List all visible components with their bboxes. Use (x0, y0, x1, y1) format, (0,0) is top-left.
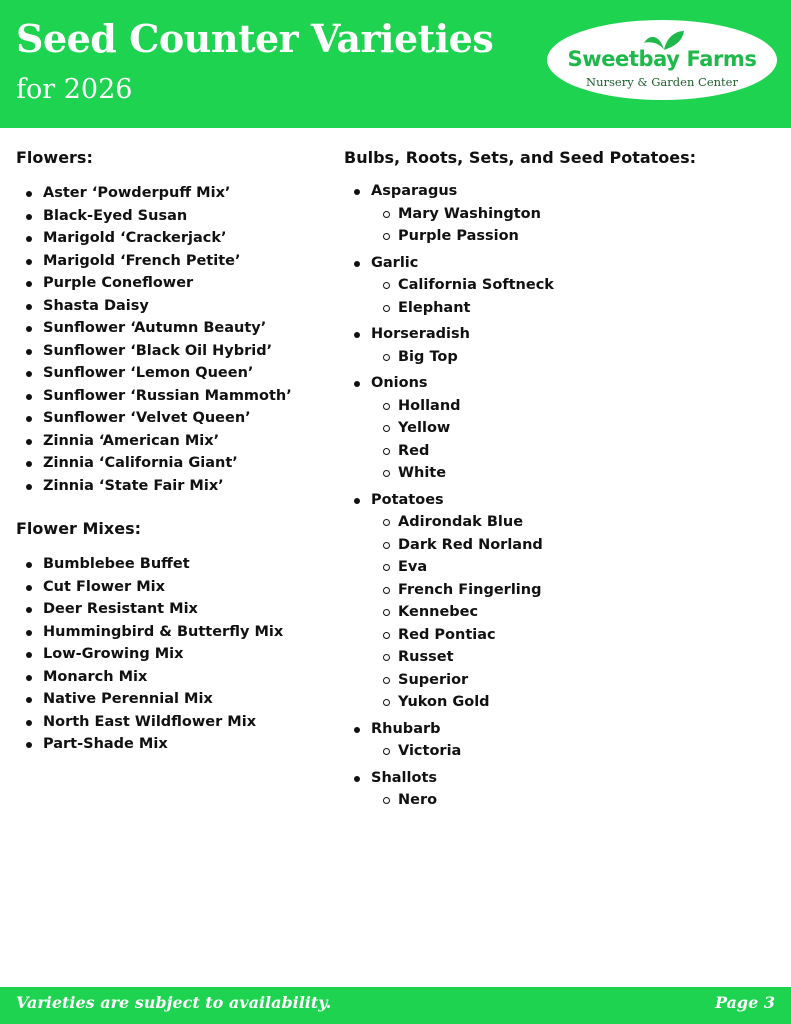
bulb-group-shallots (344, 767, 774, 812)
bulb-group-horseradish (344, 323, 774, 368)
right-column (344, 146, 774, 816)
flowers-heading: Flowers: (16, 148, 93, 167)
list-item: Low-Growing Mix (16, 643, 326, 666)
list-item: Hummingbird & Butterfly Mix (16, 621, 326, 644)
variety-item: Holland (344, 395, 774, 418)
variety-item: Purple Passion (344, 225, 774, 248)
variety-item: French Fingerling (344, 579, 774, 602)
list-item: Native Perennial Mix (16, 688, 326, 711)
availability-note: Varieties are subject to availability. (16, 993, 332, 1012)
variety-item: Eva (344, 556, 774, 579)
page-subtitle: for 2026 (16, 74, 133, 105)
variety-list (344, 740, 774, 763)
list-item: Zinnia ‘State Fair Mix’ (16, 475, 326, 498)
variety-item: Mary Washington (344, 203, 774, 226)
group-name: Potatoes (344, 489, 774, 512)
page-number: Page 3 (714, 993, 775, 1012)
variety-item: Elephant (344, 297, 774, 320)
variety-item: Red Pontiac (344, 624, 774, 647)
bulb-group-garlic (344, 252, 774, 320)
bulb-group-asparagus (344, 180, 774, 248)
left-column (16, 146, 326, 756)
list-item: Marigold ‘Crackerjack’ (16, 227, 326, 250)
list-item: Part-Shade Mix (16, 733, 326, 756)
list-item: Sunflower ‘Black Oil Hybrid’ (16, 340, 326, 363)
bulbs-heading: Bulbs, Roots, Sets, and Seed Potatoes: (344, 148, 697, 167)
variety-item: Superior (344, 669, 774, 692)
bulb-group-onions (344, 372, 774, 485)
variety-item: White (344, 462, 774, 485)
group-name: Rhubarb (344, 718, 774, 741)
list-item: Bumblebee Buffet (16, 553, 326, 576)
variety-item: California Softneck (344, 274, 774, 297)
variety-item: Victoria (344, 740, 774, 763)
variety-item: Russet (344, 646, 774, 669)
list-item: Sunflower ‘Russian Mammoth’ (16, 385, 326, 408)
logo-tagline: Nursery & Garden Center (586, 75, 738, 89)
page-title: Seed Counter Varieties (16, 16, 494, 61)
list-item: Sunflower ‘Autumn Beauty’ (16, 317, 326, 340)
bulb-group-potatoes (344, 489, 774, 714)
list-item: Black-Eyed Susan (16, 205, 326, 228)
list-item: Deer Resistant Mix (16, 598, 326, 621)
list-item: North East Wildflower Mix (16, 711, 326, 734)
variety-item: Dark Red Norland (344, 534, 774, 557)
variety-item: Adirondak Blue (344, 511, 774, 534)
bulb-group-rhubarb (344, 718, 774, 763)
list-item: Zinnia ‘California Giant’ (16, 452, 326, 475)
list-item: Sunflower ‘Lemon Queen’ (16, 362, 326, 385)
variety-item: Yukon Gold (344, 691, 774, 714)
variety-item: Yellow (344, 417, 774, 440)
list-item: Cut Flower Mix (16, 576, 326, 599)
group-name: Asparagus (344, 180, 774, 203)
variety-item: Kennebec (344, 601, 774, 624)
list-item: Shasta Daisy (16, 295, 326, 318)
variety-list (344, 395, 774, 485)
flower-mixes-heading: Flower Mixes: (16, 519, 141, 538)
flowers-list (16, 182, 326, 497)
group-name: Shallots (344, 767, 774, 790)
group-name: Garlic (344, 252, 774, 275)
header-banner (0, 0, 791, 128)
variety-list (344, 789, 774, 812)
variety-item: Red (344, 440, 774, 463)
group-name: Horseradish (344, 323, 774, 346)
list-item: Aster ‘Powderpuff Mix’ (16, 182, 326, 205)
list-item: Monarch Mix (16, 666, 326, 689)
list-item: Zinnia ‘American Mix’ (16, 430, 326, 453)
variety-item: Big Top (344, 346, 774, 369)
footer-bar (0, 987, 791, 1024)
variety-list (344, 346, 774, 369)
group-name: Onions (344, 372, 774, 395)
logo-name: Sweetbay Farms (567, 47, 757, 71)
sweetbay-farms-logo (547, 20, 777, 100)
list-item: Marigold ‘French Petite’ (16, 250, 326, 273)
variety-list (344, 511, 774, 714)
variety-item: Nero (344, 789, 774, 812)
variety-list (344, 203, 774, 248)
variety-list (344, 274, 774, 319)
list-item: Purple Coneflower (16, 272, 326, 295)
list-item: Sunflower ‘Velvet Queen’ (16, 407, 326, 430)
flower-mixes-list (16, 553, 326, 756)
bulbs-list (344, 180, 774, 812)
